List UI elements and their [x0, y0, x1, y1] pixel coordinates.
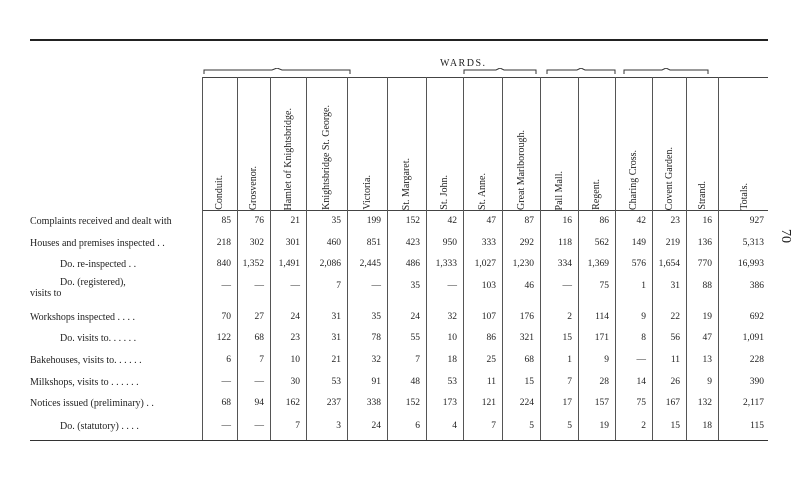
table-cell: 5,313: [742, 238, 764, 248]
table-cell: —: [254, 421, 264, 431]
table-cell: 321: [519, 333, 534, 343]
table-cell: 27: [254, 312, 264, 322]
table-cell: 7: [491, 421, 496, 431]
table-cell: 1: [567, 355, 572, 365]
table-cell: 21: [331, 355, 341, 365]
table-cell: 31: [331, 312, 341, 322]
column-header: [718, 78, 770, 210]
table-cell: 950: [442, 238, 457, 248]
table-cell: 16: [702, 216, 712, 226]
table-cell: 486: [405, 259, 420, 269]
table-cell: 18: [702, 421, 712, 431]
row-label: [30, 277, 126, 299]
table-row: [0, 216, 800, 236]
table-cell: 576: [631, 259, 646, 269]
column-header: [615, 78, 652, 210]
table-cell: 115: [750, 421, 764, 431]
column-header: [270, 78, 306, 210]
table-cell: 22: [670, 312, 680, 322]
table-cell: 7: [415, 355, 420, 365]
column-header: [463, 78, 502, 210]
table-row: [0, 333, 800, 353]
table-cell: 162: [285, 398, 300, 408]
table-cell: 292: [519, 238, 534, 248]
page-number: 70: [778, 229, 793, 243]
table-cell: 173: [442, 398, 457, 408]
table-cell: 8: [641, 333, 646, 343]
table-cell: 32: [371, 355, 381, 365]
table-cell: 23: [290, 333, 300, 343]
table-cell: 56: [670, 333, 680, 343]
ward-group-brace-2: [462, 68, 538, 74]
table-cell: 7: [336, 281, 341, 291]
table-cell: 26: [670, 377, 680, 387]
table-cell: 2,117: [742, 398, 764, 408]
table-cell: 460: [326, 238, 341, 248]
table-cell: 423: [405, 238, 420, 248]
table-cell: 35: [331, 216, 341, 226]
column-header: [202, 78, 237, 210]
table-cell: 86: [486, 333, 496, 343]
table-cell: 46: [524, 281, 534, 291]
table-cell: 6: [415, 421, 420, 431]
table-cell: 35: [410, 281, 420, 291]
table-cell: 334: [557, 259, 572, 269]
table-cell: 4: [452, 421, 457, 431]
table-cell: 199: [366, 216, 381, 226]
table-cell: 1,333: [435, 259, 457, 269]
table-cell: 15: [670, 421, 680, 431]
table-cell: 1,491: [278, 259, 300, 269]
row-label: Milkshops, visits to . . . . . .: [30, 377, 139, 388]
column-header-label: Covent Garden.: [663, 146, 675, 210]
table-cell: 224: [519, 398, 534, 408]
column-header: [387, 78, 426, 210]
table-cell: 562: [594, 238, 609, 248]
table-cell: 390: [749, 377, 764, 387]
table-cell: 302: [249, 238, 264, 248]
table-cell: 18: [447, 355, 457, 365]
table-cell: 1,091: [742, 333, 764, 343]
column-header: [540, 78, 578, 210]
row-label-line: visits to: [30, 288, 62, 299]
table-cell: 338: [366, 398, 381, 408]
column-header-label: Victoria.: [361, 175, 373, 210]
table-row: [0, 259, 800, 279]
table-cell: 1: [641, 281, 646, 291]
table-cell: 2,086: [319, 259, 341, 269]
column-header-label: Knightsbridge St. George.: [321, 105, 332, 210]
table-cell: 31: [670, 281, 680, 291]
column-header-label: Conduit.: [214, 175, 225, 210]
row-label: Complaints received and dealt with: [30, 216, 172, 227]
table-cell: —: [254, 377, 264, 387]
table-cell: 149: [631, 238, 646, 248]
table-cell: 1,654: [658, 259, 680, 269]
column-header: [426, 78, 463, 210]
row-label: Do. (statutory) . . . .: [60, 421, 139, 432]
table-cell: 23: [670, 216, 680, 226]
table-cell: 30: [290, 377, 300, 387]
table-cell: 118: [558, 238, 572, 248]
table-cell: 136: [697, 238, 712, 248]
table-cell: 47: [702, 333, 712, 343]
table-cell: 333: [481, 238, 496, 248]
table-cell: 2: [567, 312, 572, 322]
table-row: [0, 377, 800, 397]
table-cell: —: [221, 281, 231, 291]
table-cell: 87: [524, 216, 534, 226]
table-cell: 2: [641, 421, 646, 431]
table-row: [0, 312, 800, 332]
table-cell: 24: [410, 312, 420, 322]
ward-group-brace-1: [202, 68, 352, 74]
column-header-label: Great Marlborough.: [515, 130, 527, 210]
table-cell: —: [371, 281, 381, 291]
table-cell: 6: [226, 355, 231, 365]
column-header-label: Strand.: [696, 181, 708, 210]
table-cell: 770: [697, 259, 712, 269]
table-cell: 47: [486, 216, 496, 226]
table-cell: 176: [519, 312, 534, 322]
table-cell: 53: [447, 377, 457, 387]
table-cell: —: [636, 355, 646, 365]
table-cell: 1,352: [242, 259, 264, 269]
table-cell: 122: [216, 333, 231, 343]
table-cell: 55: [410, 333, 420, 343]
table-cell: 94: [254, 398, 264, 408]
table-cell: 19: [599, 421, 609, 431]
table-cell: 218: [216, 238, 231, 248]
table-row: [0, 398, 800, 418]
table-cell: 76: [254, 216, 264, 226]
row-label: Notices issued (preliminary) . .: [30, 398, 154, 409]
table-cell: 25: [486, 355, 496, 365]
column-header: [306, 78, 347, 210]
column-header-label: St. Margaret.: [401, 157, 412, 210]
table-cell: 5: [529, 421, 534, 431]
table-cell: 927: [749, 216, 764, 226]
table-cell: 9: [604, 355, 609, 365]
table-cell: 32: [447, 312, 457, 322]
row-label-line: Do. (registered),: [60, 277, 126, 288]
row-label: Do. visits to. . . . . .: [60, 333, 137, 344]
table-cell: 2,445: [359, 259, 381, 269]
table-cell: 10: [447, 333, 457, 343]
table-cell: 21: [290, 216, 300, 226]
table-cell: 68: [254, 333, 264, 343]
table-cell: 14: [636, 377, 646, 387]
column-header: [347, 78, 387, 210]
table-cell: 75: [636, 398, 646, 408]
table-cell: 152: [405, 216, 420, 226]
table-cell: 9: [641, 312, 646, 322]
table-cell: 24: [371, 421, 381, 431]
column-header-label: Pall Mall.: [553, 170, 565, 210]
table-cell: 1,230: [512, 259, 534, 269]
table-cell: 7: [567, 377, 572, 387]
table-row: [0, 238, 800, 258]
table-cell: 301: [285, 238, 300, 248]
table-cell: 7: [259, 355, 264, 365]
table-cell: 157: [594, 398, 609, 408]
table-cell: 19: [702, 312, 712, 322]
table-cell: 11: [486, 377, 496, 387]
table-cell: 17: [562, 398, 572, 408]
column-header-label: Totals.: [738, 183, 750, 210]
table-cell: 1,027: [474, 259, 496, 269]
table-cell: 24: [290, 312, 300, 322]
row-label: Bakehouses, visits to. . . . . .: [30, 355, 142, 366]
table-cell: 132: [697, 398, 712, 408]
table-cell: 35: [371, 312, 381, 322]
table-cell: 15: [562, 333, 572, 343]
ward-group-brace-4: [622, 68, 710, 74]
table-cell: 68: [524, 355, 534, 365]
column-header-label: Regent.: [591, 179, 602, 210]
table-cell: 31: [331, 333, 341, 343]
row-label: Houses and premises inspected . .: [30, 238, 165, 249]
table-cell: 42: [447, 216, 457, 226]
top-rule: [30, 39, 768, 41]
table-cell: 13: [702, 355, 712, 365]
table-cell: 48: [410, 377, 420, 387]
table-cell: 9: [707, 377, 712, 387]
table-cell: —: [290, 281, 300, 291]
table-cell: 228: [749, 355, 764, 365]
column-header: [578, 78, 615, 210]
column-header: [237, 78, 270, 210]
table-cell: 114: [595, 312, 609, 322]
table-cell: 86: [599, 216, 609, 226]
table-cell: 11: [670, 355, 680, 365]
table-cell: 1,369: [587, 259, 609, 269]
table-cell: 85: [221, 216, 231, 226]
column-header: [686, 78, 718, 210]
wards-heading: WARDS.: [440, 58, 487, 69]
table-cell: 53: [331, 377, 341, 387]
table-cell: 121: [481, 398, 496, 408]
table-cell: 10: [290, 355, 300, 365]
table-cell: 386: [749, 281, 764, 291]
ward-group-brace-3: [545, 68, 617, 74]
row-label: Workshops inspected . . . .: [30, 312, 136, 323]
table-cell: 15: [524, 377, 534, 387]
table-cell: 851: [366, 238, 381, 248]
table-cell: —: [221, 377, 231, 387]
table-row: [0, 277, 800, 301]
table-cell: 219: [665, 238, 680, 248]
table-cell: 78: [371, 333, 381, 343]
table-cell: 88: [702, 281, 712, 291]
table-cell: 237: [326, 398, 341, 408]
column-header: [652, 78, 686, 210]
table-cell: 75: [599, 281, 609, 291]
column-header-label: Hamlet of Knightsbridge.: [282, 107, 294, 210]
column-header: [502, 78, 540, 210]
table-cell: 28: [599, 377, 609, 387]
column-header-label: St. John.: [439, 175, 450, 210]
table-cell: 107: [481, 312, 496, 322]
table-cell: 70: [221, 312, 231, 322]
table-cell: 167: [665, 398, 680, 408]
column-header-label: St. Anne.: [477, 173, 488, 210]
table-cell: 7: [295, 421, 300, 431]
table-cell: 840: [216, 259, 231, 269]
table-cell: 91: [371, 377, 381, 387]
table-cell: 152: [405, 398, 420, 408]
table-cell: 68: [221, 398, 231, 408]
table-cell: —: [221, 421, 231, 431]
table-cell: 692: [749, 312, 764, 322]
table-cell: 16,993: [737, 259, 764, 269]
table-row: [0, 355, 800, 375]
table-cell: 103: [481, 281, 496, 291]
column-header-label: Grosvenor.: [248, 165, 259, 210]
table-cell: 3: [336, 421, 341, 431]
table-cell: 171: [594, 333, 609, 343]
table-cell: —: [254, 281, 264, 291]
table-row: [0, 421, 800, 441]
table-cell: —: [562, 281, 572, 291]
row-label: Do. re-inspected . .: [60, 259, 137, 270]
column-header-label: Charing Cross.: [628, 150, 639, 210]
table-cell: 5: [567, 421, 572, 431]
table-cell: —: [447, 281, 457, 291]
table-cell: 42: [636, 216, 646, 226]
table-cell: 16: [562, 216, 572, 226]
